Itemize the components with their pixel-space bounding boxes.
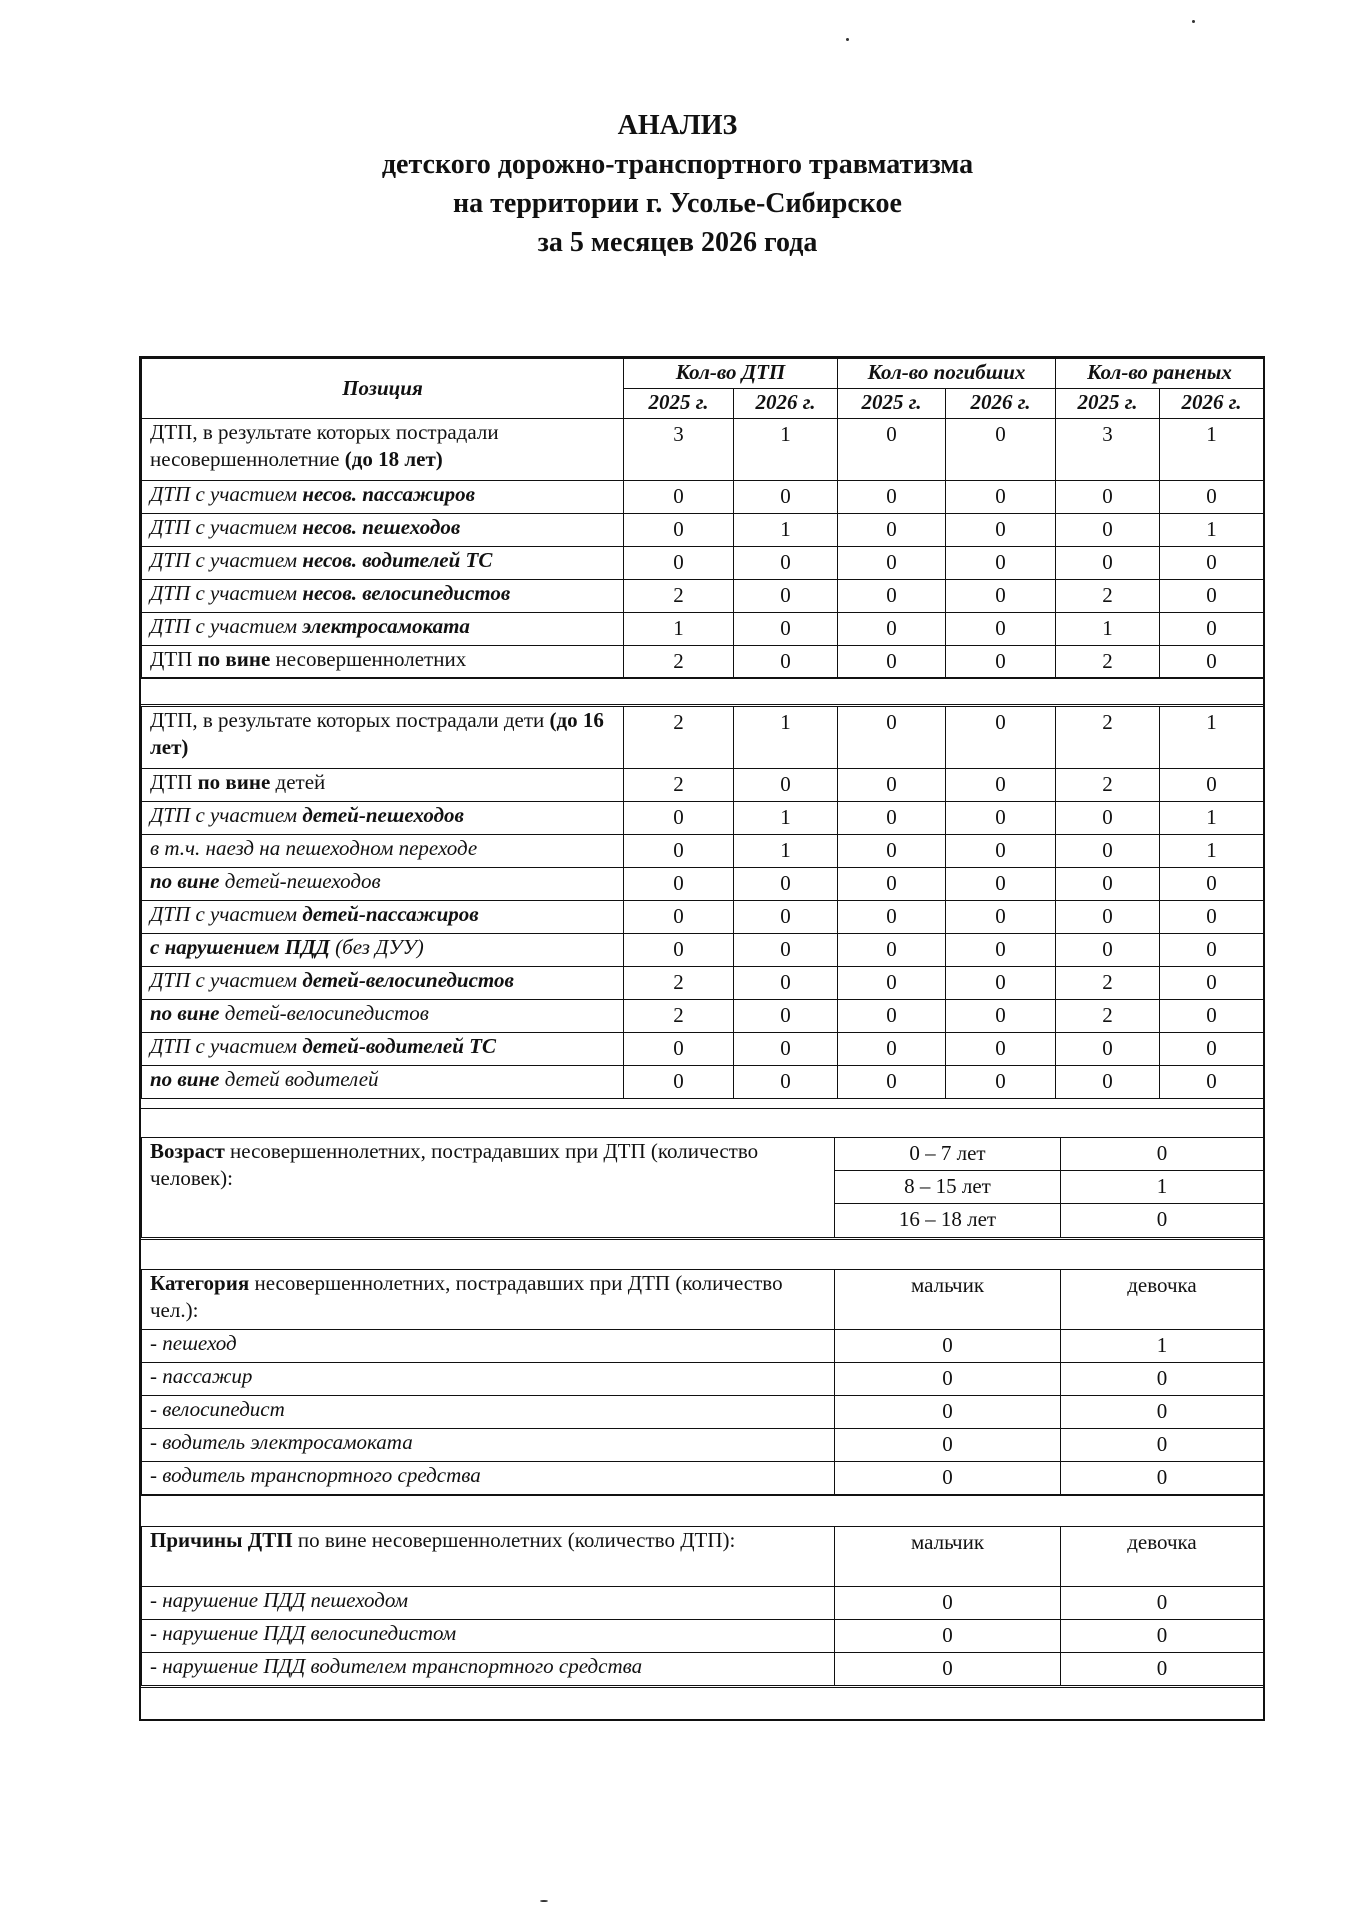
document-title [0, 106, 1355, 262]
value-cell: 0 [946, 802, 1056, 835]
value-cell: 0 [838, 613, 946, 646]
row-label-bold: электросамоката [302, 614, 470, 638]
value-cell: 0 [838, 646, 946, 679]
value-cell: 0 [734, 1033, 838, 1066]
value-cell: 0 [734, 1066, 838, 1099]
category-label: - водитель транспортного средства [142, 1462, 835, 1495]
row-label [142, 419, 624, 481]
value-cell: 2 [624, 646, 734, 679]
row-label-bold: детей-пассажиров [302, 902, 479, 926]
value-cell: 2 [624, 769, 734, 802]
row-label-text: детей водителей [219, 1067, 379, 1091]
value-cell: 0 [1056, 835, 1160, 868]
category-row [142, 1462, 1264, 1495]
row-label-bold: по вине [150, 1067, 220, 1091]
age-label-bold: Возраст [150, 1139, 225, 1163]
spacer-band [141, 1108, 1263, 1138]
value-cell: 0 [838, 802, 946, 835]
category-label: - велосипедист [142, 1396, 835, 1429]
row-label [142, 1033, 624, 1066]
cause-boy-value: 0 [835, 1587, 1061, 1620]
scan-speck [846, 38, 849, 41]
value-cell: 0 [946, 1000, 1056, 1033]
main-stats-table [141, 358, 1264, 1099]
value-cell: 0 [946, 613, 1056, 646]
cause-boy-value: 0 [835, 1620, 1061, 1653]
value-cell: 0 [946, 1066, 1056, 1099]
value-cell: 0 [946, 934, 1056, 967]
table-row [142, 514, 1264, 547]
row-label [142, 707, 624, 769]
row-label [142, 580, 624, 613]
value-cell: 0 [1056, 934, 1160, 967]
value-cell: 0 [946, 1033, 1056, 1066]
row-label [142, 802, 624, 835]
value-cell: 0 [624, 1066, 734, 1099]
row-label-bold: по вине [150, 869, 220, 893]
row-label [142, 901, 624, 934]
value-cell: 0 [624, 934, 734, 967]
category-row [142, 1429, 1264, 1462]
row-label [142, 1066, 624, 1099]
table-row [142, 419, 1264, 481]
value-cell: 1 [734, 419, 838, 481]
row-label-text: ДТП с участием [150, 482, 303, 506]
row-label-text: детей-пешеходов [219, 869, 381, 893]
value-cell: 0 [1056, 514, 1160, 547]
age-value: 1 [1061, 1171, 1264, 1204]
value-cell: 0 [838, 835, 946, 868]
cause-label: - нарушение ПДД велосипедистом [142, 1620, 835, 1653]
value-cell: 2 [624, 580, 734, 613]
table-row [142, 646, 1264, 679]
table-row [142, 613, 1264, 646]
spacer-band [141, 1495, 1263, 1527]
header-year: 2025 г. [1056, 389, 1160, 419]
causes-col-girl: девочка [1061, 1527, 1264, 1587]
value-cell: 0 [734, 934, 838, 967]
value-cell: 0 [1056, 547, 1160, 580]
value-cell: 0 [734, 547, 838, 580]
table-row [142, 1066, 1264, 1099]
row-label [142, 514, 624, 547]
table-row [142, 769, 1264, 802]
value-cell: 0 [734, 769, 838, 802]
value-cell: 0 [624, 868, 734, 901]
table-row [142, 802, 1264, 835]
cause-row [142, 1653, 1264, 1686]
value-cell: 3 [624, 419, 734, 481]
age-label-rest: несовершеннолетних, пострадавших при ДТП (количество человек): [150, 1139, 759, 1190]
value-cell: 1 [1160, 802, 1264, 835]
value-cell: 0 [838, 901, 946, 934]
value-cell: 0 [946, 514, 1056, 547]
value-cell: 0 [946, 901, 1056, 934]
value-cell: 0 [734, 967, 838, 1000]
value-cell: 1 [734, 514, 838, 547]
row-label [142, 613, 624, 646]
spacer-band [141, 677, 1263, 705]
row-label-bold: несов. пассажиров [302, 482, 476, 506]
value-cell: 0 [946, 707, 1056, 769]
cause-girl-value: 0 [1061, 1653, 1264, 1686]
value-cell: 0 [1056, 901, 1160, 934]
category-girl-value: 0 [1061, 1396, 1264, 1429]
row-label-text: ДТП с участием [150, 1034, 303, 1058]
value-cell: 0 [1160, 967, 1264, 1000]
age-table [141, 1137, 1264, 1238]
age-value: 0 [1061, 1204, 1264, 1238]
value-cell: 0 [734, 1000, 838, 1033]
cause-row [142, 1620, 1264, 1653]
value-cell: 0 [1160, 901, 1264, 934]
value-cell: 0 [734, 481, 838, 514]
category-row [142, 1363, 1264, 1396]
value-cell: 1 [1160, 707, 1264, 769]
header-year: 2026 г. [734, 389, 838, 419]
row-label-bold: (до 18 лет) [344, 447, 443, 471]
category-girl-value: 1 [1061, 1330, 1264, 1363]
spacer-band [141, 1239, 1263, 1270]
row-label-text: (без ДУУ) [329, 935, 424, 959]
row-label-bold: детей-пешеходов [302, 803, 464, 827]
age-value: 0 [1061, 1138, 1264, 1171]
row-label-text: ДТП [150, 647, 198, 671]
value-cell: 1 [734, 835, 838, 868]
row-label-bold: детей-водителей ТС [302, 1034, 496, 1058]
value-cell: 0 [946, 419, 1056, 481]
row-label-bold: детей-велосипедистов [302, 968, 514, 992]
value-cell: 0 [1056, 481, 1160, 514]
row-label-text: ДТП с участием [150, 548, 303, 572]
table-row [142, 1033, 1264, 1066]
table-row [142, 1000, 1264, 1033]
value-cell: 1 [1160, 835, 1264, 868]
category-boy-value: 0 [835, 1462, 1061, 1495]
table-row [142, 481, 1264, 514]
value-cell: 1 [1160, 419, 1264, 481]
row-label-text: ДТП с участием [150, 968, 303, 992]
cause-label: - нарушение ПДД водителем транспортного средства [142, 1653, 835, 1686]
category-col-girl: девочка [1061, 1270, 1264, 1330]
category-boy-value: 0 [835, 1330, 1061, 1363]
value-cell: 0 [624, 481, 734, 514]
value-cell: 0 [1160, 481, 1264, 514]
row-label-text: ДТП, в результате которых пострадали дети [150, 708, 550, 732]
row-label-bold: (до 16 лет) [150, 708, 604, 759]
header-year: 2026 г. [946, 389, 1056, 419]
value-cell: 0 [734, 646, 838, 679]
causes-label-bold: Причины ДТП [150, 1528, 293, 1552]
value-cell: 0 [838, 580, 946, 613]
value-cell: 1 [1056, 613, 1160, 646]
category-section-label [142, 1270, 835, 1330]
table-row [142, 547, 1264, 580]
table-row [142, 868, 1264, 901]
age-section-label [142, 1138, 835, 1238]
cause-girl-value: 0 [1061, 1620, 1264, 1653]
scan-speck [1192, 20, 1195, 23]
value-cell: 2 [1056, 580, 1160, 613]
value-cell: 0 [1160, 1066, 1264, 1099]
category-boy-value: 0 [835, 1363, 1061, 1396]
value-cell: 0 [1160, 613, 1264, 646]
value-cell: 0 [946, 580, 1056, 613]
value-cell: 0 [1056, 802, 1160, 835]
value-cell: 0 [1160, 769, 1264, 802]
table-row [142, 934, 1264, 967]
value-cell: 0 [1160, 1000, 1264, 1033]
title-line-3: на территории г. Усолье-Сибирское [453, 188, 902, 219]
row-label [142, 547, 624, 580]
value-cell: 1 [624, 613, 734, 646]
row-label-text: ДТП [150, 770, 198, 794]
value-cell: 0 [946, 646, 1056, 679]
row-label [142, 1000, 624, 1033]
value-cell: 0 [946, 967, 1056, 1000]
value-cell: 0 [1160, 1033, 1264, 1066]
row-label-text: ДТП с участием [150, 614, 303, 638]
value-cell: 0 [946, 769, 1056, 802]
row-label [142, 934, 624, 967]
header-group-injured: Кол-во раненых [1056, 359, 1264, 389]
row-label-bold: с нарушением ПДД [150, 935, 330, 959]
table-row [142, 707, 1264, 769]
row-label [142, 967, 624, 1000]
row-label-text: в т.ч. наезд на пешеходном переходе [150, 836, 478, 860]
value-cell: 2 [1056, 967, 1160, 1000]
value-cell: 0 [1056, 868, 1160, 901]
value-cell: 0 [838, 1066, 946, 1099]
scan-speck [540, 1900, 548, 1902]
value-cell: 0 [838, 967, 946, 1000]
title-line-2: детского дорожно-транспортного травматизма [381, 149, 974, 180]
header-group-killed: Кол-во погибших [838, 359, 1056, 389]
cause-boy-value: 0 [835, 1653, 1061, 1686]
value-cell: 0 [1056, 1033, 1160, 1066]
value-cell: 0 [946, 868, 1056, 901]
value-cell: 2 [1056, 707, 1160, 769]
value-cell: 0 [624, 901, 734, 934]
value-cell: 2 [1056, 1000, 1160, 1033]
row-label [142, 769, 624, 802]
category-boy-value: 0 [835, 1429, 1061, 1462]
value-cell: 2 [1056, 769, 1160, 802]
table-row [142, 580, 1264, 613]
value-cell: 2 [624, 1000, 734, 1033]
value-cell: 0 [838, 769, 946, 802]
value-cell: 1 [734, 802, 838, 835]
category-girl-value: 0 [1061, 1429, 1264, 1462]
causes-label-rest: по вине несовершеннолетних (количество ДТП): [292, 1528, 736, 1552]
value-cell: 0 [734, 613, 838, 646]
value-cell: 0 [838, 514, 946, 547]
header-position: Позиция [142, 359, 624, 419]
value-cell: 2 [1056, 646, 1160, 679]
row-label-text: ДТП с участием [150, 803, 303, 827]
value-cell: 0 [1160, 580, 1264, 613]
row-label [142, 481, 624, 514]
category-girl-value: 0 [1061, 1462, 1264, 1495]
cause-girl-value: 0 [1061, 1587, 1264, 1620]
category-label: - пассажир [142, 1363, 835, 1396]
value-cell: 0 [1160, 934, 1264, 967]
value-cell: 0 [838, 547, 946, 580]
causes-col-boy: мальчик [835, 1527, 1061, 1587]
row-label-bold: по вине [197, 647, 271, 671]
row-label [142, 835, 624, 868]
category-boy-value: 0 [835, 1396, 1061, 1429]
row-label-text: детей [270, 770, 326, 794]
row-label-text: ДТП с участием [150, 515, 303, 539]
age-range: 16 – 18 лет [835, 1204, 1061, 1238]
value-cell: 0 [1160, 646, 1264, 679]
value-cell: 0 [1160, 868, 1264, 901]
row-label-bold: по вине [150, 1001, 220, 1025]
value-cell: 0 [624, 514, 734, 547]
value-cell: 1 [734, 707, 838, 769]
title-line-4: за 5 месяцев 2026 года [537, 227, 818, 258]
category-girl-value: 0 [1061, 1363, 1264, 1396]
value-cell: 0 [734, 868, 838, 901]
cause-label: - нарушение ПДД пешеходом [142, 1587, 835, 1620]
row-label-bold: несов. пешеходов [302, 515, 461, 539]
category-row [142, 1396, 1264, 1429]
category-col-boy: мальчик [835, 1270, 1061, 1330]
value-cell: 0 [838, 481, 946, 514]
causes-section-label [142, 1527, 835, 1587]
row-label-text: ДТП, в результате которых пострадали несовершеннолетние [150, 420, 499, 471]
causes-table [141, 1526, 1264, 1686]
value-cell: 0 [624, 835, 734, 868]
category-label: - водитель электросамоката [142, 1429, 835, 1462]
age-range: 8 – 15 лет [835, 1171, 1061, 1204]
value-cell: 0 [734, 580, 838, 613]
value-cell: 1 [1160, 514, 1264, 547]
value-cell: 0 [624, 547, 734, 580]
value-cell: 0 [946, 481, 1056, 514]
header-year: 2025 г. [624, 389, 734, 419]
value-cell: 0 [624, 802, 734, 835]
row-label [142, 646, 624, 679]
row-label-bold: несов. водителей ТС [302, 548, 493, 572]
spacer-band [141, 1687, 1263, 1719]
category-row [142, 1330, 1264, 1363]
value-cell: 0 [838, 934, 946, 967]
table-row [142, 901, 1264, 934]
row-label-bold: по вине [197, 770, 271, 794]
value-cell: 0 [838, 419, 946, 481]
category-table [141, 1269, 1264, 1495]
age-range: 0 – 7 лет [835, 1138, 1061, 1171]
value-cell: 0 [838, 1000, 946, 1033]
value-cell: 0 [1056, 1066, 1160, 1099]
value-cell: 0 [838, 707, 946, 769]
category-label-rest: несовершеннолетних, пострадавших при ДТП (количество чел.): [150, 1271, 783, 1322]
header-year: 2025 г. [838, 389, 946, 419]
row-label-text: несовершеннолетних [270, 647, 467, 671]
row-label-text: ДТП с участием [150, 902, 303, 926]
table-row [142, 835, 1264, 868]
table-row [142, 967, 1264, 1000]
value-cell: 2 [624, 967, 734, 1000]
row-label [142, 868, 624, 901]
header-group-dtp: Кол-во ДТП [624, 359, 838, 389]
value-cell: 0 [946, 835, 1056, 868]
value-cell: 0 [946, 547, 1056, 580]
cause-row [142, 1587, 1264, 1620]
row-label-text: детей-велосипедистов [219, 1001, 429, 1025]
row-label-text: ДТП с участием [150, 581, 303, 605]
value-cell: 0 [838, 1033, 946, 1066]
row-label-bold: несов. велосипедистов [302, 581, 511, 605]
value-cell: 0 [734, 901, 838, 934]
value-cell: 0 [1160, 547, 1264, 580]
header-year: 2026 г. [1160, 389, 1264, 419]
value-cell: 3 [1056, 419, 1160, 481]
title-line-1: АНАЛИЗ [617, 110, 738, 141]
category-label-bold: Категория [150, 1271, 250, 1295]
category-label: - пешеход [142, 1330, 835, 1363]
value-cell: 0 [624, 1033, 734, 1066]
value-cell: 0 [838, 868, 946, 901]
value-cell: 2 [624, 707, 734, 769]
